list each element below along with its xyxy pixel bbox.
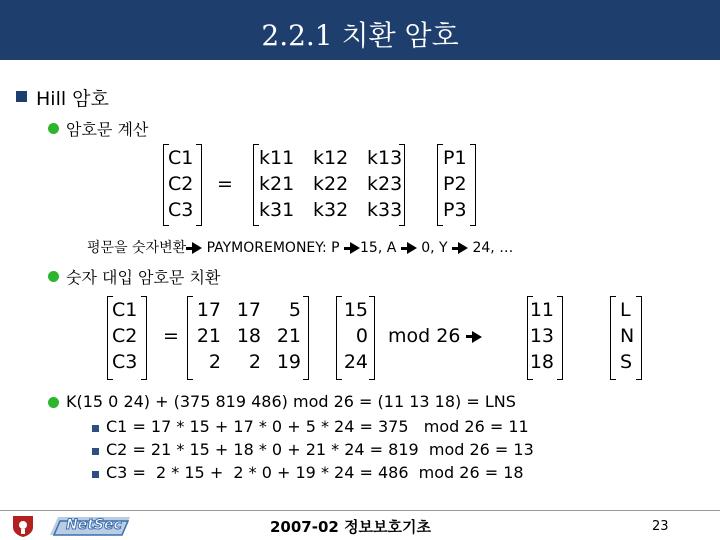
k-cell: k33: [367, 199, 403, 221]
summary-line: K(15 0 24) + (375 819 486) mod 26 = (11 13 18) = LNS: [66, 392, 516, 411]
matrix1-p2: P2: [443, 173, 467, 195]
matrix1-equals: =: [217, 173, 233, 195]
k-cell: k23: [367, 173, 403, 195]
matrix2-letters-column: [620, 297, 634, 375]
bracket-right: [196, 144, 202, 226]
k-cell: 2: [248, 351, 261, 373]
slide-title: 2.2.1 치환 암호: [261, 19, 459, 52]
k-cell: 21: [276, 325, 301, 347]
bracket-right: [470, 144, 476, 226]
matrix2-p2: 0: [355, 325, 368, 347]
matrix2-p3: 24: [343, 351, 368, 373]
k-cell: k31: [259, 199, 295, 221]
bracket-right: [141, 296, 147, 380]
bracket-left: [610, 296, 616, 380]
round-bullet-icon: [48, 271, 59, 282]
k-cell: 19: [276, 351, 301, 373]
matrix2-result-column: [528, 297, 554, 375]
k-cell: 21: [196, 325, 221, 347]
letter-cell: N: [620, 325, 635, 347]
conversion-text: 15, A: [360, 240, 397, 256]
matrix2-p1: 15: [343, 299, 368, 321]
calc-label: 암호문 계산: [66, 120, 149, 139]
bracket-right: [557, 296, 563, 380]
round-bullet-icon: [48, 397, 59, 408]
matrix2-p-column: [340, 297, 368, 375]
matrix2-k: [193, 297, 301, 375]
matrix2-c3: C3: [112, 351, 138, 373]
square-bullet-icon: [92, 448, 99, 455]
k-cell: k13: [367, 147, 403, 169]
square-bullet-icon: [16, 91, 27, 102]
matrix1-p3: P3: [443, 199, 467, 221]
matrix1-c-column: [168, 145, 193, 223]
matrix2-c-column: [112, 297, 137, 375]
equation-c3: C3 = 2 * 15 + 2 * 0 + 19 * 24 = 486 mod 26 = 18: [106, 463, 524, 482]
page-number: 23: [652, 519, 669, 534]
matrix1-c2: C2: [168, 173, 194, 195]
bracket-right: [369, 296, 375, 380]
round-bullet-icon: [48, 123, 59, 134]
k-cell: k12: [313, 147, 349, 169]
matrix2-equals: =: [163, 325, 179, 347]
arrow-icon: [472, 331, 482, 343]
matrix1-p1: P1: [443, 147, 467, 169]
k-cell: 18: [236, 325, 261, 347]
footer-divider: [0, 510, 720, 511]
k-cell: 5: [288, 299, 301, 321]
bracket-right: [399, 144, 405, 226]
letter-cell: L: [620, 299, 631, 321]
conversion-text: 0, Y: [421, 240, 448, 256]
k-cell: 2: [208, 351, 221, 373]
university-seal-icon: [10, 514, 36, 538]
matrix1-p-column: [443, 145, 467, 223]
conversion-text: 24, …: [472, 240, 514, 256]
k-cell: 17: [196, 299, 221, 321]
heading: Hill 암호: [36, 88, 109, 110]
k-cell: k22: [313, 173, 349, 195]
k-cell: k21: [259, 173, 295, 195]
subst-label: 숫자 대입 암호문 치환: [66, 268, 221, 287]
arrow-icon: [192, 242, 202, 254]
result-cell: 13: [529, 325, 554, 347]
k-cell: 17: [236, 299, 261, 321]
k-cell: k11: [259, 147, 295, 169]
matrix1-c3: C3: [168, 199, 194, 221]
conversion-text: 평문을 숫자변환: [87, 240, 187, 256]
conversion-note: [87, 237, 513, 257]
result-cell: 11: [529, 299, 554, 321]
arrow-icon: [458, 242, 468, 254]
equation-c2: C2 = 21 * 15 + 18 * 0 + 21 * 24 = 819 mod 26 = 13: [106, 440, 534, 459]
conversion-text: PAYMOREMONEY: P: [206, 240, 340, 256]
k-cell: k32: [313, 199, 349, 221]
bracket-right: [303, 296, 309, 380]
matrix2-c2: C2: [112, 325, 138, 347]
result-cell: 18: [529, 351, 554, 373]
square-bullet-icon: [92, 471, 99, 478]
square-bullet-icon: [92, 425, 99, 432]
mod-label: [388, 323, 482, 349]
course-name: 2007-02 정보보호기초: [270, 518, 432, 536]
bracket-right: [636, 296, 642, 380]
netsec-logo-text: NetSec: [66, 517, 122, 533]
matrix1-k: [259, 145, 402, 223]
letter-cell: S: [620, 351, 633, 373]
matrix2-c1: C1: [112, 299, 138, 321]
mod-text: mod 26: [388, 325, 461, 347]
netsec-logo: [48, 513, 132, 539]
matrix1-c1: C1: [168, 147, 194, 169]
arrow-icon: [407, 242, 417, 254]
arrow-icon: [350, 242, 360, 254]
equation-c1: C1 = 17 * 15 + 17 * 0 + 5 * 24 = 375 mod 26 = 11: [106, 417, 529, 436]
